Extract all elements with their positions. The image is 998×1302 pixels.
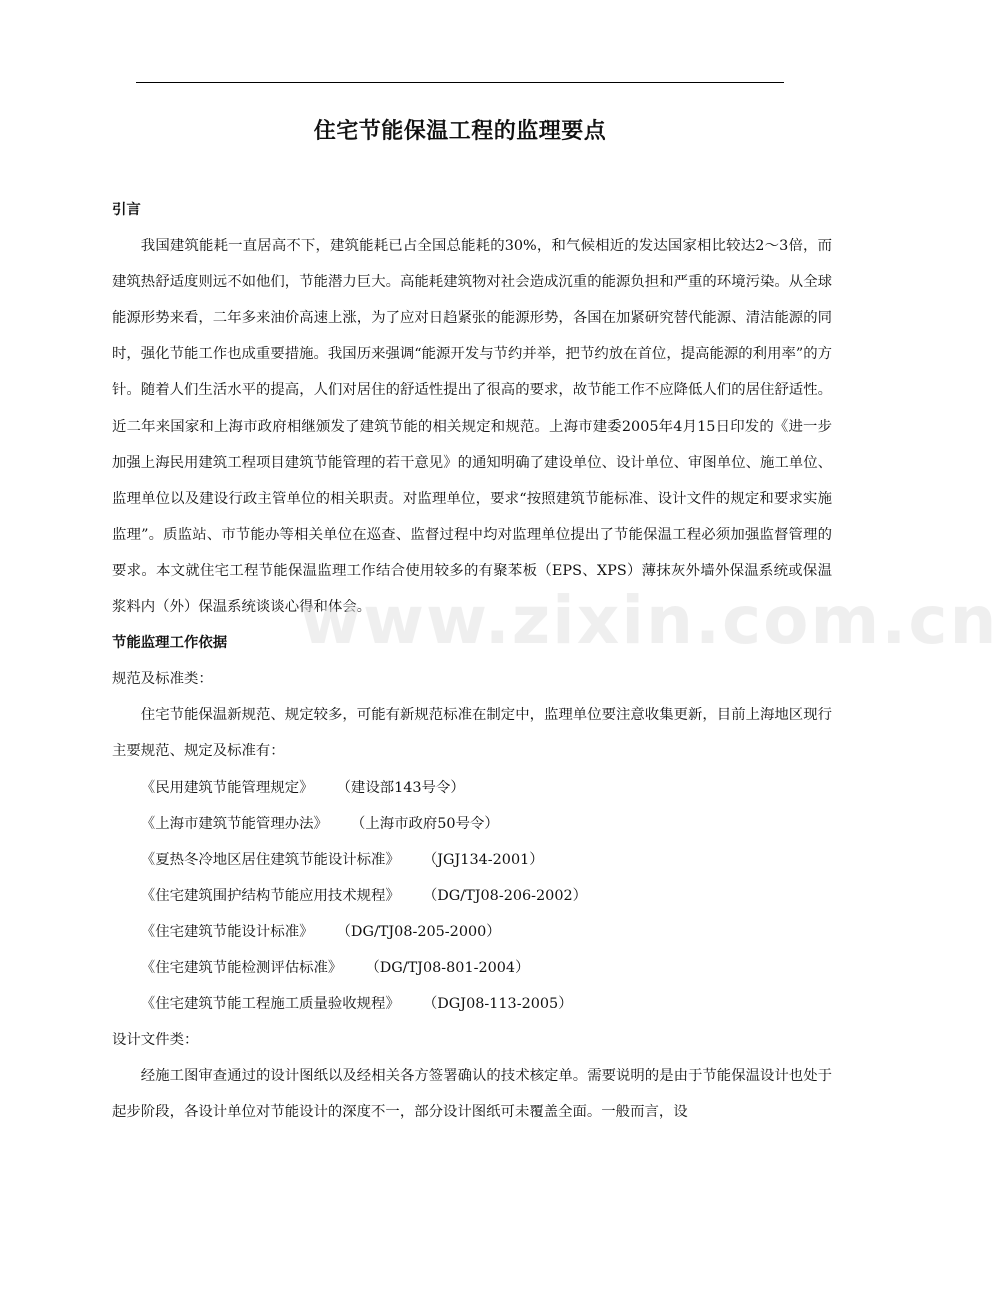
header-rule bbox=[136, 82, 784, 83]
standard-item bbox=[112, 806, 832, 842]
standard-code: （上海市政府50号令） bbox=[350, 815, 499, 832]
standard-name: 《住宅建筑围护结构节能应用技术规程》 bbox=[140, 887, 400, 904]
standards-subheading: 规范及标准类： bbox=[112, 671, 213, 688]
standard-item bbox=[112, 986, 832, 1022]
standard-name: 《住宅建筑节能设计标准》 bbox=[140, 923, 314, 940]
standard-item bbox=[112, 842, 832, 878]
standard-item bbox=[112, 878, 832, 914]
document-body bbox=[112, 192, 832, 1130]
standard-item bbox=[112, 914, 832, 950]
standard-name: 《民用建筑节能管理规定》 bbox=[140, 779, 314, 796]
section-heading-basis: 节能监理工作依据 bbox=[112, 635, 228, 652]
standard-code: （DG/TJ08-206-2002） bbox=[422, 887, 588, 904]
standards-list bbox=[112, 770, 832, 1023]
watermark: www.zixin.com.cn bbox=[300, 582, 998, 659]
standard-code: （JGJ134-2001） bbox=[422, 851, 544, 868]
intro-paragraph: 我国建筑能耗一直居高不下，建筑能耗已占全国总能耗的30%，和气候相近的发达国家相比较达2～3倍，而建筑热舒适度则远不如他们，节能潜力巨大。高能耗建筑物对社会造成沉重的能源负担和严重的环境污染。从全球能源形势来看，二年多来油价高速上涨，为了应对日趋紧张的能源形势，各国在加紧研究替代能源、清洁能源的同时，强化节能工作也成重要措施。我国历来强调“能源开发与节约并举，把节约放在首位，提高能源的利用率”的方针。随着人们生活水平的提高，人们对居住的舒适性提出了很高的要求，故节能工作不应降低人们的居住舒适性。近二年来国家和上海市政府相继颁发了建筑节能的相关规定和规范。上海市建委2005年4月15日印发的《进一步加强上海民用建筑工程项目建筑节能管理的若干意见》的通知明确了建设单位、设计单位、审图单位、施工单位、监理单位以及建设行政主管单位的相关职责。对监理单位，要求“按照建筑节能标准、设计文件的规定和要求实施监理”。质监站、市节能办等相关单位在巡查、监督过程中均对监理单位提出了节能保温工程必须加强监督管理的要求。本文就住宅工程节能保温监理工作结合使用较多的有聚苯板（EPS、XPS）薄抹灰外墙外保温系统或保温浆料内（外）保温系统谈谈心得和体会。 bbox=[112, 238, 832, 616]
document-title: 住宅节能保温工程的监理要点 bbox=[313, 119, 607, 144]
standard-code: （建设部143号令） bbox=[336, 779, 465, 796]
standard-name: 《住宅建筑节能检测评估标准》 bbox=[140, 959, 343, 976]
standard-code: （DG/TJ08-801-2004） bbox=[365, 959, 530, 976]
standard-item bbox=[112, 770, 832, 806]
design-paragraph: 经施工图审查通过的设计图纸以及经相关各方签署确认的技术核定单。需要说明的是由于节能保温设计也处于起步阶段，各设计单位对节能设计的深度不一，部分设计图纸可未覆盖全面。一般而言，设 bbox=[112, 1068, 832, 1121]
standard-code: （DGJ08-113-2005） bbox=[422, 996, 573, 1013]
standard-name: 《夏热冬冷地区居住建筑节能设计标准》 bbox=[140, 851, 400, 868]
standard-name: 《住宅建筑节能工程施工质量验收规程》 bbox=[140, 996, 400, 1013]
design-subheading: 设计文件类： bbox=[112, 1032, 199, 1049]
section-heading-intro: 引言 bbox=[112, 202, 141, 218]
standard-code: （DG/TJ08-205-2000） bbox=[336, 923, 501, 940]
standards-paragraph: 住宅节能保温新规范、规定较多，可能有新规范标准在制定中，监理单位要注意收集更新，目前上海地区现行主要规范、规定及标准有： bbox=[112, 707, 832, 760]
standard-item bbox=[112, 950, 832, 986]
standard-name: 《上海市建筑节能管理办法》 bbox=[140, 815, 328, 832]
